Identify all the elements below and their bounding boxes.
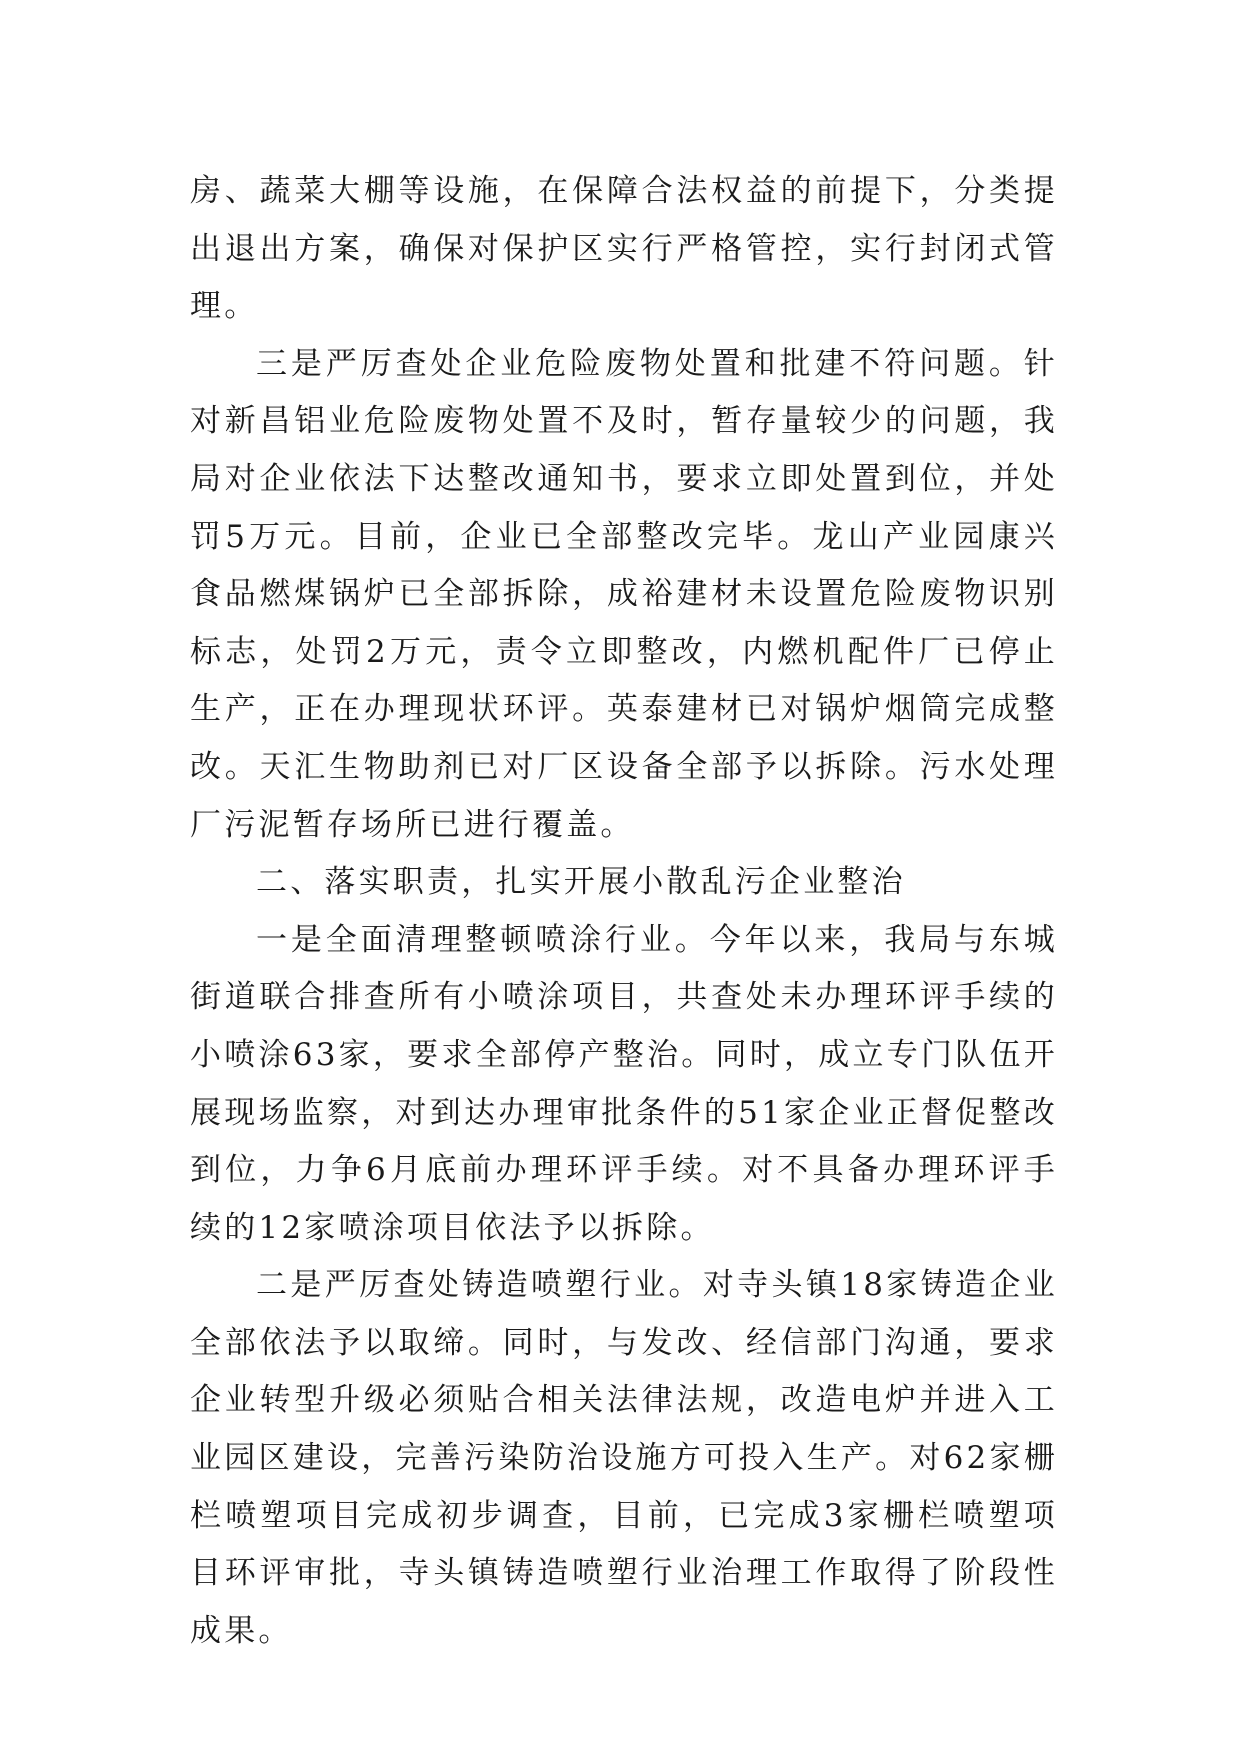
paragraph-continuation: 房、蔬菜大棚等设施，在保障合法权益的前提下，分类提出退出方案，确保对保护区实行严格管控，实行封闭式管理。 bbox=[190, 173, 1058, 325]
section-heading-2: 二、落实职责，扎实开展小散乱污企业整治 bbox=[256, 864, 906, 901]
paragraph-casting-industry: 二是严厉查处铸造喷塑行业。对寺头镇18家铸造企业全部依法予以取缔。同时，与发改、经信部门沟通，要求企业转型升级必须贴合相关法律法规，改造电炉并进入工业园区建设，完善污染防治设施方可投入生产。对62家栅栏喷塑项目完成初步调查，目前，已完成3家栅栏喷塑项目环评审批，寺头镇铸造喷塑行业治理工作取得了阶段性成果。 bbox=[190, 1267, 1058, 1649]
paragraph-hazardous-waste: 三是严厉查处企业危险废物处置和批建不符问题。针对新昌铝业危险废物处置不及时，暂存量较少的问题，我局对企业依法下达整改通知书，要求立即处置到位，并处罚5万元。目前，企业已全部整改完毕。龙山产业园康兴食品燃煤锅炉已全部拆除，成裕建材未设置危险废物识别标志，处罚2万元，责令立即整改，内燃机配件厂已停止生产，正在办理现状环评。英泰建材已对锅炉烟筒完成整改。天汇生物助剂已对厂区设备全部予以拆除。污水处理厂污泥暂存场所已进行覆盖。 bbox=[190, 345, 1058, 843]
paragraph-spraying-industry: 一是全面清理整顿喷涂行业。今年以来，我局与东城街道联合排查所有小喷涂项目，共查处未办理环评手续的小喷涂63家，要求全部停产整治。同时，成立专门队伍开展现场监察，对到达办理审批条件的51家企业正督促整改到位，力争6月底前办理环评手续。对不具备办理环评手续的12家喷涂项目依法予以拆除。 bbox=[190, 921, 1058, 1246]
document-body bbox=[190, 163, 1058, 1660]
